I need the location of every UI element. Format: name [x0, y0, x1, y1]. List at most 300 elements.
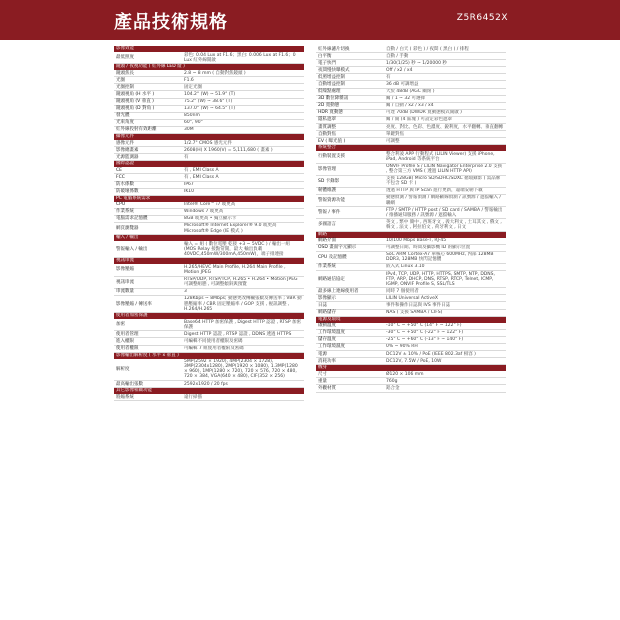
spec-row	[114, 189, 304, 196]
spec-row	[114, 140, 304, 147]
spec-value	[386, 96, 506, 102]
spec-label-text: SD 卡錄影	[318, 178, 340, 184]
spec-label-text: 最高輸出張數	[116, 381, 143, 387]
spec-value	[184, 84, 304, 90]
spec-row	[316, 358, 506, 365]
spec-value	[386, 330, 506, 336]
section-header: 鏡頭 / 夜視功能 ( 紅外線 LED 燈 )	[114, 64, 304, 70]
spec-label-text: 多國語言	[318, 222, 336, 228]
spec-label-text: 鏡頭視角 (H 水平 )	[116, 91, 155, 97]
spec-label	[114, 167, 184, 173]
spec-label	[114, 70, 184, 76]
spec-value-text: 850nm	[184, 113, 200, 119]
spec-row	[316, 302, 506, 309]
spec-label	[114, 394, 184, 400]
spec-label	[114, 216, 184, 222]
spec-value	[184, 140, 304, 146]
spec-row	[316, 124, 506, 131]
spec-value	[184, 277, 304, 288]
spec-value	[386, 219, 506, 230]
spec-value-text: 1/2.7" CMOS 感光元件	[184, 140, 232, 146]
spec-value-text: DC12V, 7.5W / PoE, 10W	[386, 358, 442, 364]
spec-row	[114, 331, 304, 338]
spec-value	[386, 188, 506, 194]
spec-value	[184, 223, 304, 234]
spec-value	[184, 120, 304, 126]
spec-label	[114, 223, 184, 234]
spec-value	[386, 371, 506, 377]
spec-value-text: 0% ~ 90% RH	[386, 344, 418, 350]
spec-label	[114, 77, 184, 83]
spec-label-text: 使用者管理	[116, 331, 139, 337]
spec-label-text: 網路通信協定	[318, 276, 345, 282]
spec-label	[114, 209, 184, 215]
spec-column-right	[316, 46, 506, 393]
spec-row	[316, 207, 506, 219]
spec-value	[184, 241, 304, 257]
spec-row	[114, 346, 304, 353]
spec-value	[184, 289, 304, 295]
spec-label-text: 防水係數	[116, 182, 134, 187]
spec-label-text: OSD 畫面字元顯示	[318, 245, 357, 251]
spec-row	[316, 288, 506, 295]
spec-label	[316, 151, 386, 162]
spec-label	[316, 252, 386, 263]
spec-label-text: FCC	[116, 174, 125, 180]
spec-value-text: 10/100 Mbps Base-T, RJ-45	[386, 238, 447, 244]
spec-row	[316, 53, 506, 60]
spec-label	[316, 288, 386, 294]
spec-value-text: Off / x2 / x4	[386, 67, 413, 73]
spec-label-text: CPU 及記憶體	[318, 254, 347, 260]
spec-value	[386, 110, 506, 116]
spec-value-text: 可調整日期、時間及攝影機 ID 的顯示位置	[386, 245, 471, 251]
spec-row	[114, 223, 304, 235]
spec-label-text: 影像管理	[318, 166, 336, 172]
section-header: 網路	[316, 232, 506, 238]
spec-value	[386, 264, 506, 270]
spec-row	[316, 81, 506, 88]
spec-label-text: 加密	[116, 322, 125, 328]
spec-row	[114, 296, 304, 313]
spec-row	[114, 381, 304, 388]
spec-label	[114, 331, 184, 337]
spec-value	[386, 176, 506, 187]
spec-row	[114, 70, 304, 77]
spec-label-text: 警報輸入 / 輸出	[116, 246, 148, 252]
spec-row	[114, 394, 304, 401]
spec-value-text: ONVIF Profile S / LILIN Navigator Enterprise 2.0 支援 , 整合第三方 VMS ( 透過 LILIN HTTP API)	[386, 164, 503, 175]
spec-value	[386, 288, 506, 294]
spec-value-text: 60°, 90°	[184, 120, 203, 126]
spec-value	[386, 358, 506, 364]
spec-value-text: 30M	[184, 127, 194, 133]
spec-row	[316, 188, 506, 195]
spec-row	[316, 344, 506, 351]
spec-row	[114, 264, 304, 276]
spec-value	[184, 346, 304, 352]
section-header: 輸入 / 輸出	[114, 235, 304, 241]
spec-label-text: 電源	[318, 351, 327, 357]
spec-label	[114, 127, 184, 133]
spec-value-text: 有 , EMI Class A	[184, 174, 219, 180]
spec-value	[386, 151, 506, 162]
spec-label	[114, 154, 184, 160]
spec-value	[386, 252, 506, 263]
spec-row	[114, 127, 304, 134]
spec-label	[316, 371, 386, 377]
spec-row	[316, 46, 506, 53]
spec-label	[316, 245, 386, 251]
spec-value-text: -10° C ~ +50° C (14° F ~ 122° F)	[386, 323, 462, 329]
spec-value-text: 動態偵測 / 警報偵測 / 網路斷線偵測 / 訊號源 / 遮擋輸入 / 聯網	[386, 195, 501, 206]
spec-label	[114, 359, 184, 380]
spec-row	[316, 74, 506, 81]
spec-value-text: Microsoft® Internet Explorer® 9.0 或更高 Microsoft® Edge (IE 模式 )	[184, 223, 277, 234]
spec-label-text: 影像總畫素	[116, 147, 139, 153]
spec-label-text: CPU	[116, 202, 126, 208]
spec-label-text: 光圈	[116, 77, 125, 83]
spec-row	[316, 238, 506, 245]
spec-value-text: DC12V ± 10% / PoE (IEEE 802.3af 相容 )	[386, 351, 476, 357]
spec-value-text: 嵌入式 Linux 3.10	[386, 264, 425, 270]
spec-value-text: 同時 7 個使用者	[386, 288, 419, 294]
spec-row	[316, 138, 506, 145]
spec-value-text: 有	[386, 74, 391, 80]
spec-value	[386, 302, 506, 308]
spec-value	[184, 296, 304, 312]
spec-value-text: 128Kbps ~ 8Mbps; 動態更改傳輸張數及傳送率 ; VBR 動態壓縮率 / CBR 固定壓縮率 / GOP 支援 , 視訊調整 , H.264/H.265	[184, 296, 302, 312]
spec-row	[114, 113, 304, 120]
spec-label-text: 警報 / 事件	[318, 210, 341, 216]
spec-label	[114, 189, 184, 195]
spec-row	[114, 91, 304, 98]
spec-value	[386, 60, 506, 66]
spec-label	[316, 385, 386, 391]
section-header: 機身	[316, 365, 506, 371]
spec-value	[184, 319, 304, 330]
spec-label	[114, 99, 184, 105]
spec-column-left	[114, 46, 304, 401]
section-header: 電源及環境	[316, 317, 506, 323]
spec-value-text: 8GB 或更高 • 獨立顯示卡	[184, 216, 237, 222]
spec-row	[114, 359, 304, 381]
spec-value	[386, 337, 506, 343]
spec-label-text: 串流數量	[116, 289, 134, 295]
spec-row	[114, 99, 304, 106]
spec-value	[184, 182, 304, 188]
spec-label-text: 夜間慢快曝模式	[318, 67, 350, 73]
spec-label-text: 自動增益控制	[318, 81, 345, 87]
spec-value-text: 事件和操作日誌與 IVS 事件日誌	[386, 302, 451, 308]
spec-row	[316, 219, 506, 231]
spec-value-text: F1.6	[184, 77, 194, 83]
spec-value	[386, 310, 506, 316]
spec-label	[316, 378, 386, 384]
spec-label	[316, 164, 386, 175]
spec-value-text: Base64 HTTP 加密保護 , Digest HTTP 認證 , RTSP 加密保護	[184, 319, 302, 330]
spec-label-text: 網路儲存	[318, 310, 336, 316]
spec-row	[114, 52, 304, 64]
spec-label	[316, 60, 386, 66]
spec-value-text: 有	[184, 154, 189, 160]
spec-value	[184, 99, 304, 105]
spec-value	[184, 147, 304, 153]
spec-value	[184, 264, 304, 275]
spec-label-text: 光源監測器	[116, 154, 139, 160]
spec-row	[316, 371, 506, 378]
spec-label-text: 外觀材質	[318, 385, 336, 391]
section-header: 攝像元件	[114, 134, 304, 140]
spec-row	[114, 84, 304, 91]
spec-value-text: 英文 , 繁中 簡中 , 西班牙文 , 義大利文 , 土耳其文 , 俄文 , 韓文 , 法文 , 阿拉伯文 , 荷牙利文 , 日文	[386, 219, 502, 230]
spec-label	[316, 337, 386, 343]
spec-label-text: 網路介面	[318, 238, 336, 244]
spec-value-text: 2608(H) X 1960(V) = 5,111,680 ( 畫素 )	[184, 147, 273, 153]
spec-row	[316, 164, 506, 176]
spec-row	[316, 89, 506, 96]
spec-value-text: 自動 / 手動	[386, 53, 409, 59]
spec-label-text: 紅外線投射有效距離	[116, 127, 157, 133]
spec-value-text: IP67	[184, 182, 194, 187]
spec-row	[316, 67, 506, 74]
spec-value	[386, 81, 506, 87]
spec-value-text: 有 , EMI Class A	[184, 167, 219, 173]
spec-label-text: 工作環境溫度	[318, 330, 345, 336]
spec-label	[316, 207, 386, 218]
spec-value	[386, 164, 506, 175]
spec-row	[114, 106, 304, 113]
spec-label	[316, 89, 386, 95]
spec-label	[316, 219, 386, 230]
spec-value-text: 36 dB 可調增益	[386, 81, 419, 87]
spec-value	[386, 89, 506, 95]
spec-value-text: SoC ARM Cortex-A7 單核心 600MHz, 內部 128MB DDR3, 128MB 快閃記憶體	[386, 252, 494, 263]
spec-label	[316, 67, 386, 73]
spec-label-text: CE	[116, 167, 122, 173]
spec-label-text: 鏡頭焦長	[116, 70, 134, 76]
spec-label	[316, 81, 386, 87]
spec-value	[386, 245, 506, 251]
spec-value-text: IPv4, TCP, UDP, HTTP, HTTPS, SMTP, NTP, DDNS, FTP, ARP, DHCP, DNS, RTSP, RTCP, Telnet, ICMP, IGMP, ONVIF Profile S, SSL/TLS	[386, 271, 495, 287]
spec-label	[114, 264, 184, 275]
spec-row	[316, 337, 506, 344]
section-header: 視訊串流	[114, 258, 304, 264]
spec-value	[386, 351, 506, 357]
spec-label	[316, 271, 386, 287]
spec-label	[114, 289, 184, 295]
spec-value	[386, 271, 506, 287]
spec-label	[316, 302, 386, 308]
spec-value-text: 透過 HTTP 與 IP Scan 進行更新，遠端安韌下載	[386, 188, 483, 194]
spec-value-text: 整合利凌 APP 行動程式 (LILIN Viewer) 支援 iPhone, iPad, Android 等系統平台	[386, 151, 495, 162]
spec-value-text: 輸入 = 組 ( 數位電壓 乾接 +3 ~ 5VDC ) / 輸出一組 (MOS Relay 接點常開，最大 輸出負載 40VDC,450mW/300mA,450mW)，端子排連接	[184, 241, 290, 257]
spec-value-text: Intel® Core™ i7 或更高	[184, 202, 236, 208]
spec-label-text: 3D 數位降雜訊	[318, 96, 349, 102]
spec-value	[386, 295, 506, 301]
spec-label	[316, 124, 386, 130]
spec-row	[114, 289, 304, 296]
spec-label-text: 發光體	[116, 113, 130, 119]
spec-value	[184, 154, 304, 160]
spec-row	[114, 277, 304, 289]
spec-value-text: 5MP(2592 × 1920), 4MP(2304 × 1728), 3MP(2304x1280), 2MP(1920 × 1080), 1.3MP(1280 × 960), 1MP(1280 × 720), 720 × 576, 720 × 480, 720 × 384, VGA(640 × 480), CIF(352 × 256)	[184, 359, 298, 380]
spec-row	[316, 195, 506, 207]
spec-value	[184, 106, 304, 112]
spec-label-text: 光束角度	[116, 120, 134, 126]
model-number: Z5R6452X	[456, 13, 508, 23]
spec-label-text: 消耗功率	[318, 358, 336, 364]
spec-value-text: 鋁合金	[386, 385, 400, 391]
spec-label-text: 防破壞係數	[116, 189, 139, 195]
spec-label-text: 重量	[318, 378, 327, 384]
spec-row	[114, 209, 304, 216]
spec-label-text: 鏡頭視角 (V 垂直 )	[116, 99, 154, 105]
spec-value-text: 可調整	[386, 138, 400, 144]
spec-label	[316, 330, 386, 336]
spec-value-text: 可達 70dB (DWDR 寬動態模式開啟 )	[386, 110, 462, 116]
spec-label	[114, 346, 184, 352]
spec-label-text: 日誌	[318, 302, 327, 308]
spec-row	[316, 151, 506, 163]
spec-value	[184, 209, 304, 215]
spec-value	[184, 216, 304, 222]
spec-value-text: Digest HTTP 認證 , RTSP 認證 , DDNS 透過 HTTPS	[184, 331, 292, 337]
spec-label	[114, 277, 184, 288]
spec-label-text: 進入權限	[116, 338, 134, 344]
section-header: 其它影像相關功能	[114, 388, 304, 394]
spec-label	[316, 238, 386, 244]
spec-label	[316, 195, 386, 206]
spec-label-text: 2D 寬動態	[318, 103, 340, 109]
spec-value-text: Ø120 × 106 mm	[386, 371, 424, 377]
spec-value-text: 137.0° (W) ~ 64.5° (T)	[184, 106, 236, 112]
spec-row	[316, 117, 506, 124]
spec-value	[184, 202, 304, 208]
spec-label-text: 將縮系統	[116, 394, 134, 400]
spec-value	[386, 344, 506, 350]
spec-row	[114, 241, 304, 258]
spec-label	[114, 113, 184, 119]
spec-row	[114, 174, 304, 181]
spec-value	[184, 52, 304, 63]
spec-label-text: 尺寸	[318, 371, 327, 377]
spec-label-text: EV ( 曝光值 )	[318, 138, 346, 144]
spec-row	[316, 245, 506, 252]
spec-label	[316, 176, 386, 187]
spec-value	[184, 331, 304, 337]
spec-row	[316, 131, 506, 138]
spec-row	[316, 351, 506, 358]
spec-value-text: 3	[184, 289, 187, 295]
spec-value	[386, 103, 506, 109]
spec-row	[316, 60, 506, 67]
spec-label-text: 電腦需求記憶體	[116, 216, 148, 222]
spec-row	[316, 103, 506, 110]
spec-row	[316, 310, 506, 317]
spec-label	[114, 147, 184, 153]
spec-value	[386, 124, 506, 130]
spec-label-text: 作業系統	[318, 264, 336, 270]
spec-row	[114, 202, 304, 209]
spec-label	[114, 241, 184, 257]
spec-value-text: 亮度、對比、色彩、色濃度、銳利度，水平翻轉、垂直翻轉	[386, 124, 503, 130]
spec-value-text: IK10	[184, 189, 195, 195]
spec-row	[114, 147, 304, 154]
section-header: 使用者加密保護	[114, 313, 304, 319]
section-header: PC 電腦系統需求	[114, 196, 304, 202]
spec-label	[316, 295, 386, 301]
spec-value	[386, 385, 506, 391]
spec-label	[114, 106, 184, 112]
spec-value-text: 遠行掃描	[184, 394, 202, 400]
spec-label	[316, 53, 386, 59]
spec-label-text: 影像壓縮	[116, 267, 134, 273]
spec-row	[316, 176, 506, 188]
spec-label	[316, 138, 386, 144]
spec-label-text: 隱私遮罩	[318, 117, 336, 123]
spec-value-text: 可編輯 7 組使用者權限及密碼	[184, 346, 244, 352]
spec-value-text: 關 / 開 (4 區塊 ) 可設定彩色遮罩	[386, 117, 452, 123]
spec-row	[114, 77, 304, 84]
spec-label	[114, 174, 184, 180]
spec-label-text: 影像壓縮 / 傳送率	[116, 301, 152, 307]
spec-value-text: H.265/HEVC Main Profile, H.264 Main Profile , Motion JPEG	[184, 264, 286, 276]
spec-value-text: 1/30(1/25) 秒 ~ 1/20000 秒	[386, 60, 447, 66]
spec-label-text: 作業系統	[116, 209, 134, 215]
spec-value-text: 760g	[386, 378, 398, 384]
spec-label-text: 工作環境濕度	[318, 344, 345, 350]
spec-value-text: 單鍵對焦	[386, 131, 404, 137]
spec-value-text: 75.2° (W) ~ 38.6° (T)	[184, 99, 233, 105]
spec-value	[386, 207, 506, 218]
spec-value-text: LILIN Universal ActiveX	[386, 295, 438, 301]
spec-row	[316, 378, 506, 385]
spec-label	[316, 46, 386, 52]
spec-label-text: 白平衡	[318, 53, 332, 59]
spec-label-text: 視訊串流	[116, 279, 134, 285]
spec-value	[386, 74, 506, 80]
spec-value-text: 2.8 ~ 8 mm ( 自動對焦鏡頭 )	[184, 70, 246, 76]
spec-label	[114, 182, 184, 188]
spec-label	[316, 188, 386, 194]
spec-value-text: NAS ( 支援 SAMBA / CIFS)	[386, 310, 443, 316]
spec-value	[184, 167, 304, 173]
spec-label-text: 解析度	[116, 366, 130, 372]
spec-label-text: 影像顯示	[318, 295, 336, 301]
spec-row	[316, 330, 506, 337]
spec-row	[316, 295, 506, 302]
spec-value	[386, 131, 506, 137]
section-header: 影像輸出解析度 ( 水平 x 垂直 )	[114, 353, 304, 359]
spec-value	[184, 338, 304, 344]
spec-value	[184, 174, 304, 180]
section-header: 系統整合	[316, 145, 506, 151]
spec-value-text: -25° C ~ +60° C (-13° F ~ 140° F)	[386, 337, 464, 343]
spec-label-text: 警報資源功能	[318, 198, 345, 204]
spec-label	[114, 319, 184, 330]
spec-label-text: 儲存溫度	[318, 337, 336, 343]
spec-row	[114, 216, 304, 223]
spec-label	[114, 120, 184, 126]
spec-value-text: 彩色: 0.04 Lux at F1.6；黑白: 0.006 Lux at F1.6；0 Lux 紅外線開啟	[184, 52, 296, 63]
spec-label	[114, 338, 184, 344]
spec-label	[114, 52, 184, 63]
spec-label	[316, 110, 386, 116]
spec-value-text: 固定光圈	[184, 84, 202, 90]
spec-row	[114, 154, 304, 161]
spec-value	[386, 46, 506, 52]
